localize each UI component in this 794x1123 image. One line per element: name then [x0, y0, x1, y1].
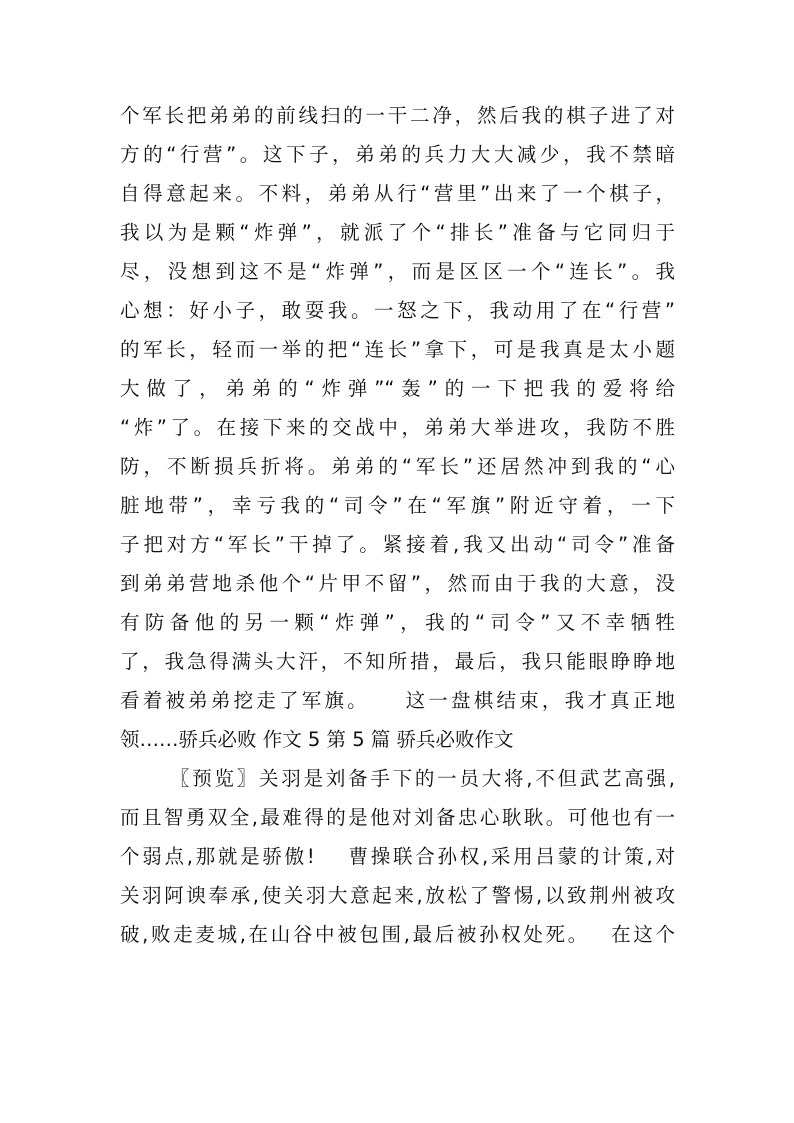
- text-line: 领……骄兵必败 作文 5 第 5 篇 骄兵必败作文: [120, 728, 514, 751]
- text-line: 心想：好小子，敢耍我。一怒之下，我动用了在“行营”: [120, 299, 675, 322]
- text-line: 个弱点,那就是骄傲! 曹操联合孙权,采用吕蒙的计策,对: [120, 845, 675, 868]
- text-line: 有防备他的另一颗“炸弹”，我的“司令”又不幸牺牲: [120, 611, 675, 634]
- text-line: 子把对方“军长”干掉了。紧接着,我又出动“司令”准备: [120, 533, 675, 556]
- text-line: 〖预览〗关羽是刘备手下的一员大将,不但武艺高强,: [170, 767, 675, 790]
- text-line: 方的“行营”。这下子，弟弟的兵力大大减少，我不禁暗: [120, 143, 675, 166]
- text-line: 破,败走麦城,在山谷中被包围,最后被孙权处死。 在这个: [120, 923, 675, 946]
- text-line: 到弟弟营地杀他个“片甲不留”，然而由于我的大意，没: [120, 572, 675, 595]
- text-line: 关羽阿谀奉承,使关羽大意起来,放松了警惕,以致荆州被攻: [120, 884, 675, 907]
- text-line: 防，不断损兵折将。弟弟的“军长”还居然冲到我的“心: [120, 455, 675, 478]
- body-text: [120, 96, 675, 954]
- text-line: 看着被弟弟挖走了军旗。 这一盘棋结束，我才真正地: [120, 689, 675, 712]
- text-line: 自得意起来。不料，弟弟从行“营里”出来了一个棋子，: [120, 182, 675, 205]
- text-line: 个军长把弟弟的前线扫的一干二净，然后我的棋子进了对: [120, 104, 675, 127]
- text-line: 我以为是颗“炸弹”，就派了个“排长”准备与它同归于: [120, 221, 675, 244]
- text-line: 而且智勇双全,最难得的是他对刘备忠心耿耿。可他也有一: [120, 806, 675, 829]
- text-line: 尽，没想到这不是“炸弹”，而是区区一个“连长”。我: [120, 260, 675, 283]
- text-line: 的军长，轻而一举的把“连长”拿下，可是我真是太小题: [120, 338, 675, 361]
- text-line: 了，我急得满头大汗，不知所措，最后，我只能眼睁睁地: [120, 650, 675, 673]
- text-line: “炸”了。在接下来的交战中，弟弟大举进攻，我防不胜: [120, 416, 675, 439]
- text-line: 大做了，弟弟的“炸弹”“轰”的一下把我的爱将给: [120, 377, 675, 400]
- text-line: 脏地带”，幸亏我的“司令”在“军旗”附近守着，一下: [120, 494, 675, 517]
